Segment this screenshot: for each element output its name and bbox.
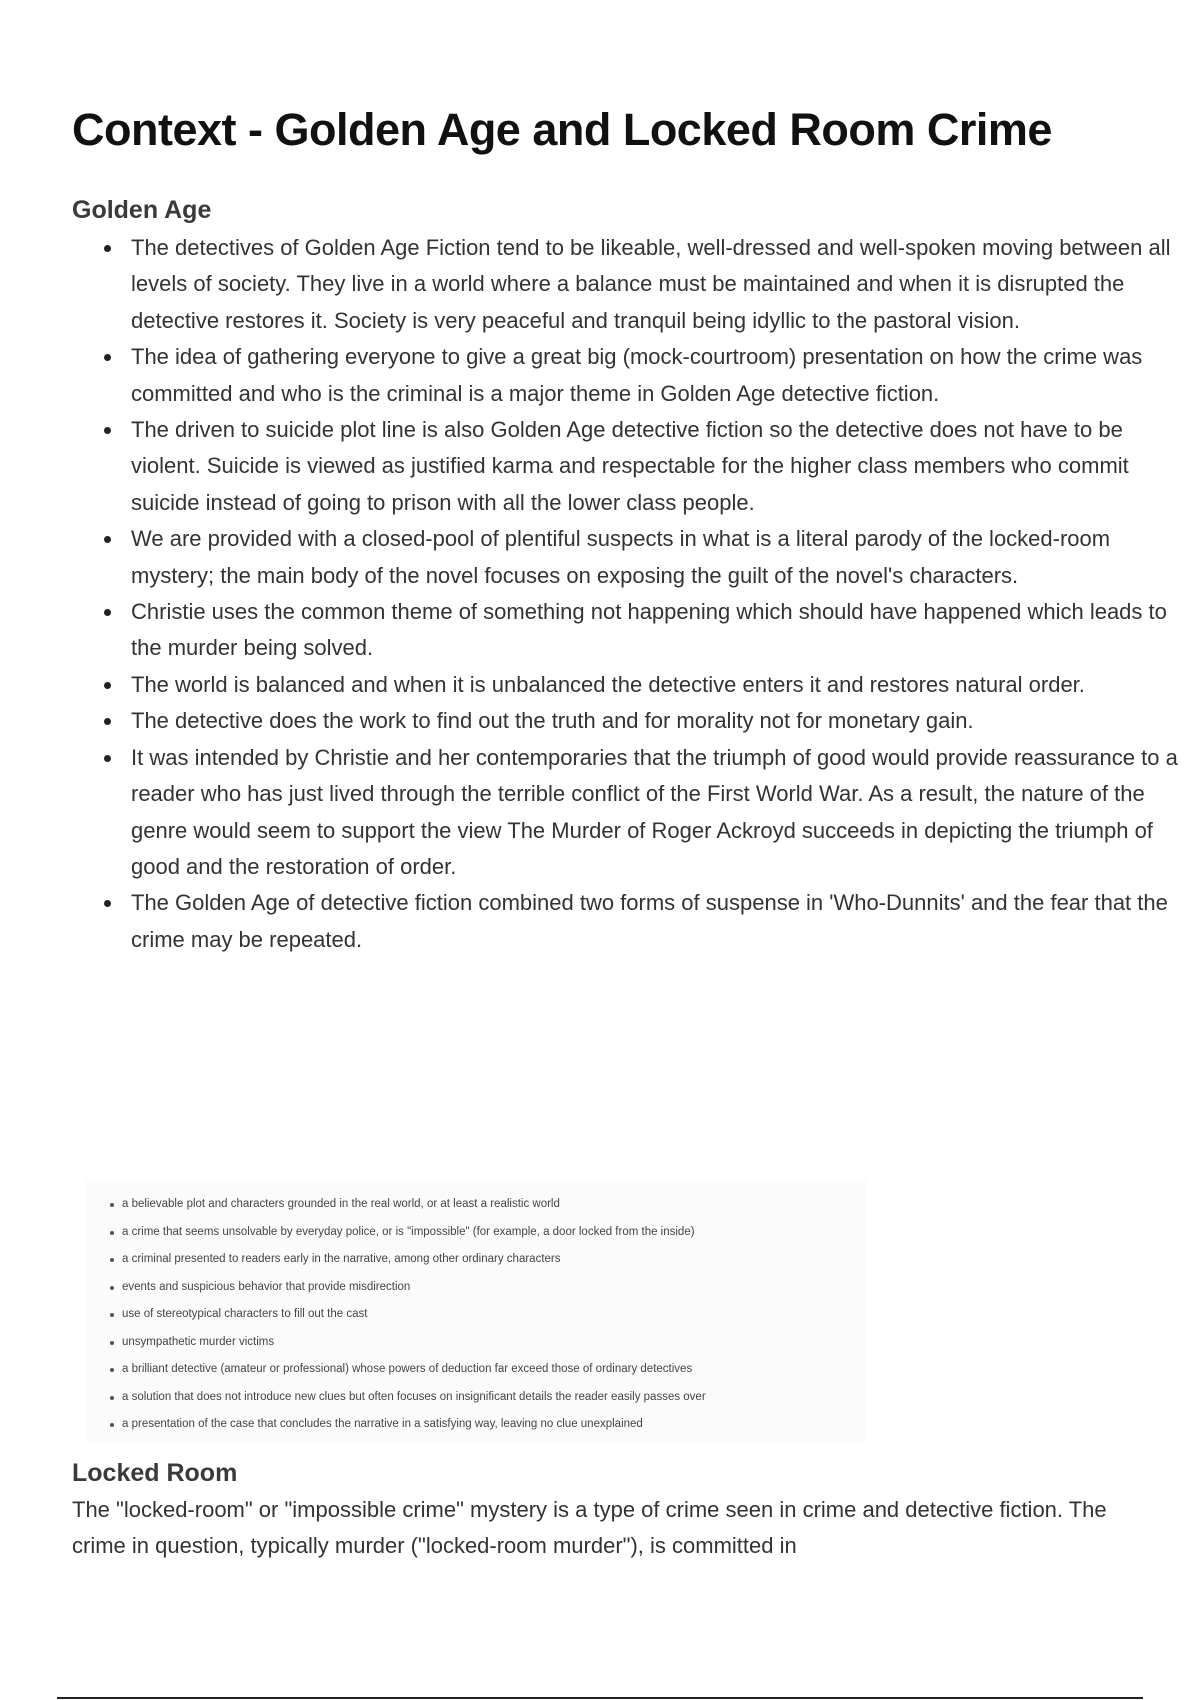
list-item: The detectives of Golden Age Fiction tend to be likeable, well-dressed and well-spoken moving between all levels of society. They live in a world where a balance must be maintained and when it is disrupted the detective restores it. Society is very peaceful and tranquil being idyllic to the pastoral vision. [131,230,1196,339]
list-item: We are provided with a closed-pool of plentiful suspects in what is a literal parody of the locked-room mystery; the main body of the novel focuses on exposing the guilt of the novel's characters. [131,521,1196,594]
page-title: Context - Golden Age and Locked Room Crime [72,104,1052,155]
embedded-list-item: unsympathetic murder victims [122,1329,866,1357]
list-item: The Golden Age of detective fiction combined two forms of suspense in 'Who-Dunnits' and the fear that the crime may be repeated. [131,885,1196,958]
embedded-list-item: events and suspicious behavior that provide misdirection [122,1274,866,1302]
golden-age-heading: Golden Age [72,196,212,224]
golden-age-list [72,230,1196,958]
list-item: The driven to suicide plot line is also Golden Age detective fiction so the detective does not have to be violent. Suicide is viewed as justified karma and respectable for the higher class members who commit suicide instead of going to prison with all the lower class people. [131,412,1196,521]
footer-divider [57,1697,1143,1699]
embedded-list-item: a solution that does not introduce new clues but often focuses on insignificant details the reader easily passes over [122,1384,866,1412]
list-item: The detective does the work to find out the truth and for morality not for monetary gain. [131,703,1196,739]
embedded-list-item: a crime that seems unsolvable by everyday police, or is "impossible" (for example, a door locked from the inside) [122,1219,866,1247]
embedded-list-image [86,1180,866,1442]
embedded-list-item: a brilliant detective (amateur or professional) whose powers of deduction far exceed those of ordinary detectives [122,1356,866,1384]
list-item: The world is balanced and when it is unbalanced the detective enters it and restores natural order. [131,667,1196,703]
embedded-list [86,1180,866,1439]
embedded-list-item: a believable plot and characters grounded in the real world, or at least a realistic world [122,1191,866,1219]
locked-room-heading: Locked Room [72,1459,238,1487]
embedded-list-item: a presentation of the case that concludes the narrative in a satisfying way, leaving no clue unexplained [122,1411,866,1439]
locked-room-paragraph: The "locked-room" or "impossible crime" mystery is a type of crime seen in crime and detective fiction. The crime in question, typically murder ("locked-room murder"), is committed in [72,1497,1107,1559]
list-item: It was intended by Christie and her contemporaries that the triumph of good would provide reassurance to a reader who has just lived through the terrible conflict of the First World War. As a result, the nature of the genre would seem to support the view The Murder of Roger Ackroyd succeeds in depicting the triumph of good and the restoration of order. [131,740,1196,886]
embedded-list-item: use of stereotypical characters to fill out the cast [122,1301,866,1329]
list-item: The idea of gathering everyone to give a great big (mock-courtroom) presentation on how the crime was committed and who is the criminal is a major theme in Golden Age detective fiction. [131,339,1196,412]
embedded-list-item: a criminal presented to readers early in the narrative, among other ordinary characters [122,1246,866,1274]
list-item: Christie uses the common theme of something not happening which should have happened which leads to the murder being solved. [131,594,1196,667]
